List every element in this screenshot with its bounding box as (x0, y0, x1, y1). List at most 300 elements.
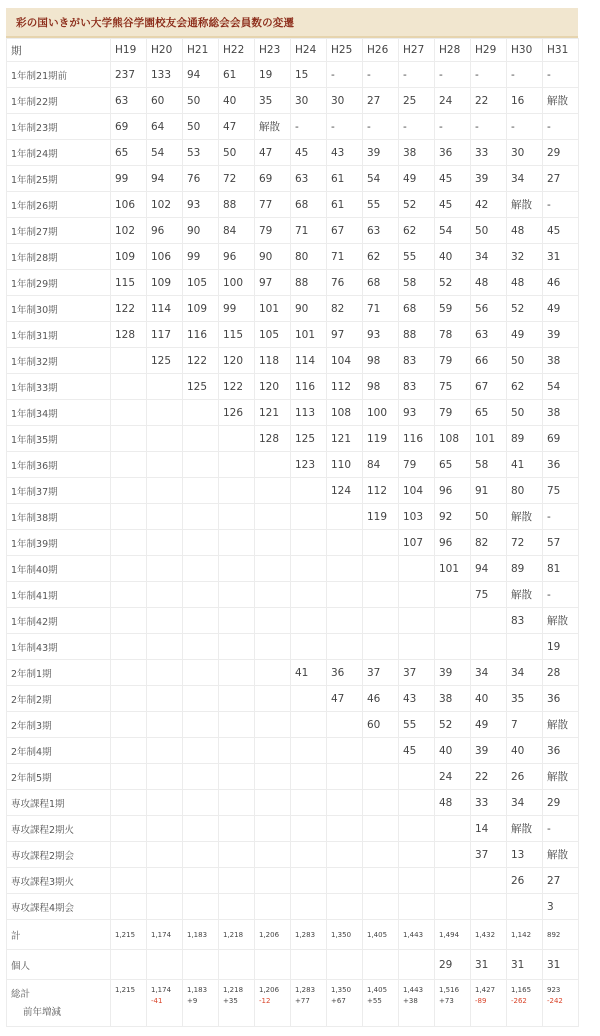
cell-value: 37 (471, 842, 507, 868)
cell-value (111, 842, 147, 868)
cell-value: 55 (399, 712, 435, 738)
cell-value: 72 (219, 166, 255, 192)
cell-value: 62 (399, 218, 435, 244)
cell-value (255, 582, 291, 608)
individual-value (219, 950, 255, 980)
subtotal-value: 1,494 (435, 920, 471, 950)
cell-value: 94 (471, 556, 507, 582)
cell-value: 40 (435, 738, 471, 764)
cell-value (363, 816, 399, 842)
cell-value (363, 608, 399, 634)
cell-value (147, 894, 183, 920)
cell-value: 75 (471, 582, 507, 608)
cell-value (183, 556, 219, 582)
cell-value (147, 764, 183, 790)
cell-value (255, 452, 291, 478)
cell-value: 96 (219, 244, 255, 270)
cell-value (399, 764, 435, 790)
cell-value: 解散 (255, 114, 291, 140)
cell-value: 7 (507, 712, 543, 738)
cell-value (219, 660, 255, 686)
cell-value (471, 894, 507, 920)
cell-value (255, 686, 291, 712)
subtotal-value: 1,174 (147, 920, 183, 950)
cell-value (183, 686, 219, 712)
cell-value: - (543, 62, 579, 88)
cell-value: 126 (219, 400, 255, 426)
cell-value: 120 (255, 374, 291, 400)
cell-value: 99 (219, 296, 255, 322)
cell-value (147, 452, 183, 478)
cell-value: 61 (327, 166, 363, 192)
cell-value: 52 (435, 712, 471, 738)
grand-total-value: 1,206 (259, 986, 280, 994)
cell-value: 34 (471, 244, 507, 270)
cell-value: - (471, 114, 507, 140)
cell-value: 100 (219, 270, 255, 296)
cell-value: 133 (147, 62, 183, 88)
cell-value: 解散 (507, 504, 543, 530)
cell-value: 84 (363, 452, 399, 478)
cell-value: - (543, 114, 579, 140)
header-cell: H26 (363, 39, 399, 62)
cell-value: 38 (543, 348, 579, 374)
individual-value (291, 950, 327, 980)
cell-value (291, 712, 327, 738)
row-label: 2年制2期 (7, 686, 111, 712)
cell-value: 112 (363, 478, 399, 504)
cell-value (255, 504, 291, 530)
cell-value: 62 (507, 374, 543, 400)
cell-value (327, 868, 363, 894)
grand-total-cell (111, 980, 147, 1027)
cell-value: 76 (327, 270, 363, 296)
cell-value (399, 556, 435, 582)
cell-value (183, 582, 219, 608)
cell-value: 128 (111, 322, 147, 348)
cell-value: 65 (471, 400, 507, 426)
cell-value: 解散 (543, 842, 579, 868)
row-label: 専攻課程4期会 (7, 894, 111, 920)
cell-value: 78 (435, 322, 471, 348)
cell-value: 102 (147, 192, 183, 218)
row-label: 1年制31期 (7, 322, 111, 348)
cell-value: 63 (363, 218, 399, 244)
subtotal-value: 1,142 (507, 920, 543, 950)
subtotal-value: 1,350 (327, 920, 363, 950)
cell-value: 116 (183, 322, 219, 348)
subtotal-value: 1,215 (111, 920, 147, 950)
cell-value (219, 764, 255, 790)
membership-table (6, 38, 579, 1027)
cell-value: 27 (543, 166, 579, 192)
table-row (7, 634, 579, 660)
cell-value (435, 816, 471, 842)
cell-value: 43 (399, 686, 435, 712)
individual-value: 31 (507, 950, 543, 980)
cell-value (363, 530, 399, 556)
cell-value: 65 (435, 452, 471, 478)
cell-value: 15 (291, 62, 327, 88)
cell-value (219, 738, 255, 764)
header-cell: H27 (399, 39, 435, 62)
cell-value: 115 (111, 270, 147, 296)
cell-value (363, 868, 399, 894)
cell-value: 48 (507, 218, 543, 244)
cell-value: 88 (399, 322, 435, 348)
individual-value (327, 950, 363, 980)
cell-value: 97 (255, 270, 291, 296)
cell-value: 68 (291, 192, 327, 218)
table-row (7, 88, 579, 114)
row-label: 1年制27期 (7, 218, 111, 244)
grand-total-label (7, 980, 111, 1027)
cell-value (183, 764, 219, 790)
cell-value: 50 (471, 218, 507, 244)
cell-value (255, 738, 291, 764)
cell-value (327, 556, 363, 582)
cell-value: 36 (543, 452, 579, 478)
cell-value: 128 (255, 426, 291, 452)
cell-value (219, 816, 255, 842)
grand-total-value: 1,427 (475, 986, 496, 994)
cell-value (255, 530, 291, 556)
cell-value (147, 712, 183, 738)
cell-value: 121 (327, 426, 363, 452)
cell-value: 42 (471, 192, 507, 218)
cell-value: 68 (363, 270, 399, 296)
page-title: 彩の国いきがい大学熊谷学園校友会通称総会会員数の変遷 (16, 16, 295, 29)
cell-value: 122 (183, 348, 219, 374)
row-label: 専攻課程1期 (7, 790, 111, 816)
cell-value (183, 712, 219, 738)
cell-value (291, 842, 327, 868)
cell-value: 19 (255, 62, 291, 88)
cell-value (219, 608, 255, 634)
row-label: 1年制25期 (7, 166, 111, 192)
cell-value: 33 (471, 790, 507, 816)
subtotal-value: 892 (543, 920, 579, 950)
individual-value (147, 950, 183, 980)
cell-value (111, 816, 147, 842)
header-cell: H29 (471, 39, 507, 62)
cell-value: 39 (543, 322, 579, 348)
cell-value: 83 (507, 608, 543, 634)
cell-value: 54 (543, 374, 579, 400)
table-row (7, 296, 579, 322)
grand-total-cell (327, 980, 363, 1027)
cell-value: 104 (399, 478, 435, 504)
cell-value: 28 (543, 660, 579, 686)
cell-value: 90 (255, 244, 291, 270)
cell-value: 37 (399, 660, 435, 686)
cell-value: 50 (183, 88, 219, 114)
cell-value: 47 (255, 140, 291, 166)
cell-value: 52 (435, 270, 471, 296)
cell-value (147, 816, 183, 842)
cell-value (363, 894, 399, 920)
cell-value: 72 (507, 530, 543, 556)
cell-value (255, 608, 291, 634)
cell-value (219, 634, 255, 660)
table-row (7, 868, 579, 894)
table-row (7, 764, 579, 790)
cell-value: 24 (435, 764, 471, 790)
cell-value (111, 374, 147, 400)
cell-value: 69 (255, 166, 291, 192)
cell-value (219, 868, 255, 894)
cell-value: - (543, 816, 579, 842)
table-row (7, 842, 579, 868)
cell-value: 40 (507, 738, 543, 764)
cell-value: 115 (219, 322, 255, 348)
row-label: 2年制3期 (7, 712, 111, 738)
cell-value: 19 (543, 634, 579, 660)
cell-value: 34 (507, 166, 543, 192)
cell-value: 113 (291, 400, 327, 426)
cell-value: 50 (183, 114, 219, 140)
cell-value (291, 894, 327, 920)
cell-value: 79 (435, 348, 471, 374)
cell-value: 解散 (543, 712, 579, 738)
grand-total-value: 1,405 (367, 986, 388, 994)
cell-value: 55 (399, 244, 435, 270)
cell-value: 98 (363, 348, 399, 374)
cell-value (147, 478, 183, 504)
cell-value: 26 (507, 868, 543, 894)
cell-value: 63 (291, 166, 327, 192)
cell-value: - (399, 114, 435, 140)
cell-value (327, 764, 363, 790)
cell-value: 79 (255, 218, 291, 244)
subtotal-value: 1,443 (399, 920, 435, 950)
cell-value: 31 (543, 244, 579, 270)
row-label: 1年制24期 (7, 140, 111, 166)
individual-value (111, 950, 147, 980)
cell-value: 117 (147, 322, 183, 348)
cell-value (219, 842, 255, 868)
cell-value: 36 (543, 686, 579, 712)
cell-value: - (543, 192, 579, 218)
cell-value: 63 (111, 88, 147, 114)
cell-value: 99 (111, 166, 147, 192)
cell-value: 30 (327, 88, 363, 114)
cell-value (255, 660, 291, 686)
cell-value (183, 738, 219, 764)
cell-value: 49 (507, 322, 543, 348)
cell-value: 93 (399, 400, 435, 426)
cell-value (111, 582, 147, 608)
cell-value (363, 790, 399, 816)
cell-value: 81 (543, 556, 579, 582)
cell-value: 80 (507, 478, 543, 504)
cell-value: 16 (507, 88, 543, 114)
cell-value (327, 582, 363, 608)
table-row (7, 114, 579, 140)
cell-value: - (435, 62, 471, 88)
cell-value: 109 (111, 244, 147, 270)
cell-value (219, 426, 255, 452)
year-change-value: +9 (187, 997, 198, 1005)
cell-value (327, 712, 363, 738)
cell-value: 71 (291, 218, 327, 244)
grand-total-cell (471, 980, 507, 1027)
cell-value: 43 (327, 140, 363, 166)
grand-total-value: 1,215 (115, 986, 136, 994)
cell-value (435, 894, 471, 920)
cell-value: 69 (111, 114, 147, 140)
cell-value: 40 (471, 686, 507, 712)
cell-value (111, 452, 147, 478)
cell-value: 40 (219, 88, 255, 114)
cell-value (147, 556, 183, 582)
cell-value (219, 712, 255, 738)
cell-value: 45 (291, 140, 327, 166)
cell-value (183, 790, 219, 816)
cell-value: 106 (147, 244, 183, 270)
cell-value: 22 (471, 88, 507, 114)
table-row (7, 530, 579, 556)
year-change-value: +77 (295, 997, 310, 1005)
cell-value: 67 (471, 374, 507, 400)
cell-value: 47 (327, 686, 363, 712)
grand-total-cell (255, 980, 291, 1027)
cell-value: 66 (471, 348, 507, 374)
cell-value (147, 738, 183, 764)
cell-value (327, 530, 363, 556)
cell-value: 49 (471, 712, 507, 738)
cell-value: 49 (543, 296, 579, 322)
table-row (7, 504, 579, 530)
cell-value: 88 (219, 192, 255, 218)
cell-value (327, 842, 363, 868)
cell-value: 83 (399, 348, 435, 374)
cell-value (363, 738, 399, 764)
cell-value (255, 712, 291, 738)
cell-value (255, 842, 291, 868)
cell-value (183, 608, 219, 634)
cell-value: 107 (399, 530, 435, 556)
cell-value (111, 400, 147, 426)
cell-value: 125 (147, 348, 183, 374)
cell-value: 39 (471, 738, 507, 764)
cell-value: 92 (435, 504, 471, 530)
cell-value: 36 (543, 738, 579, 764)
table-row (7, 660, 579, 686)
cell-value: 116 (399, 426, 435, 452)
individual-value (183, 950, 219, 980)
cell-value: 29 (543, 790, 579, 816)
header-row (7, 39, 579, 62)
cell-value: 30 (291, 88, 327, 114)
cell-value: 125 (183, 374, 219, 400)
cell-value: 122 (111, 296, 147, 322)
cell-value (147, 504, 183, 530)
grand-total-value: 1,183 (187, 986, 208, 994)
cell-value (255, 764, 291, 790)
cell-value: 118 (255, 348, 291, 374)
cell-value: 80 (291, 244, 327, 270)
cell-value (147, 426, 183, 452)
cell-value (291, 530, 327, 556)
cell-value (111, 348, 147, 374)
cell-value (291, 582, 327, 608)
cell-value: 124 (327, 478, 363, 504)
cell-value: 29 (543, 140, 579, 166)
cell-value: 125 (291, 426, 327, 452)
cell-value: 35 (507, 686, 543, 712)
year-change-value: -12 (259, 997, 271, 1005)
row-label: 専攻課程2期会 (7, 842, 111, 868)
cell-value: - (435, 114, 471, 140)
year-change-value: -242 (547, 997, 563, 1005)
cell-value: 58 (399, 270, 435, 296)
cell-value: 24 (435, 88, 471, 114)
cell-value: 52 (507, 296, 543, 322)
cell-value (363, 764, 399, 790)
cell-value (255, 556, 291, 582)
row-label: 1年制28期 (7, 244, 111, 270)
cell-value: 30 (507, 140, 543, 166)
cell-value (147, 608, 183, 634)
grand-total-value: 923 (547, 986, 561, 994)
cell-value (363, 556, 399, 582)
cell-value (111, 634, 147, 660)
cell-value: 53 (183, 140, 219, 166)
cell-value (435, 608, 471, 634)
cell-value: 101 (435, 556, 471, 582)
cell-value: 解散 (543, 88, 579, 114)
cell-value: 46 (543, 270, 579, 296)
cell-value (327, 894, 363, 920)
cell-value (219, 530, 255, 556)
cell-value (183, 868, 219, 894)
cell-value: 61 (327, 192, 363, 218)
grand-total-value: 1,165 (511, 986, 532, 994)
cell-value: 36 (327, 660, 363, 686)
cell-value (111, 764, 147, 790)
subtotal-value: 1,183 (183, 920, 219, 950)
cell-value: 94 (147, 166, 183, 192)
cell-value: 103 (399, 504, 435, 530)
cell-value (219, 790, 255, 816)
cell-value: 3 (543, 894, 579, 920)
cell-value: - (543, 504, 579, 530)
cell-value (147, 374, 183, 400)
cell-value (471, 608, 507, 634)
header-cell: H20 (147, 39, 183, 62)
cell-value (435, 582, 471, 608)
cell-value: 40 (435, 244, 471, 270)
grand-total-cell (399, 980, 435, 1027)
subtotal-value: 1,432 (471, 920, 507, 950)
cell-value: 112 (327, 374, 363, 400)
cell-value: 69 (543, 426, 579, 452)
cell-value (507, 634, 543, 660)
cell-value: 101 (291, 322, 327, 348)
header-cell: H30 (507, 39, 543, 62)
cell-value: 45 (399, 738, 435, 764)
row-label: 専攻課程2期火 (7, 816, 111, 842)
table-row (7, 270, 579, 296)
cell-value: 71 (363, 296, 399, 322)
cell-value: 99 (183, 244, 219, 270)
cell-value (399, 790, 435, 816)
cell-value: 75 (543, 478, 579, 504)
cell-value (111, 790, 147, 816)
cell-value (399, 842, 435, 868)
cell-value (219, 478, 255, 504)
